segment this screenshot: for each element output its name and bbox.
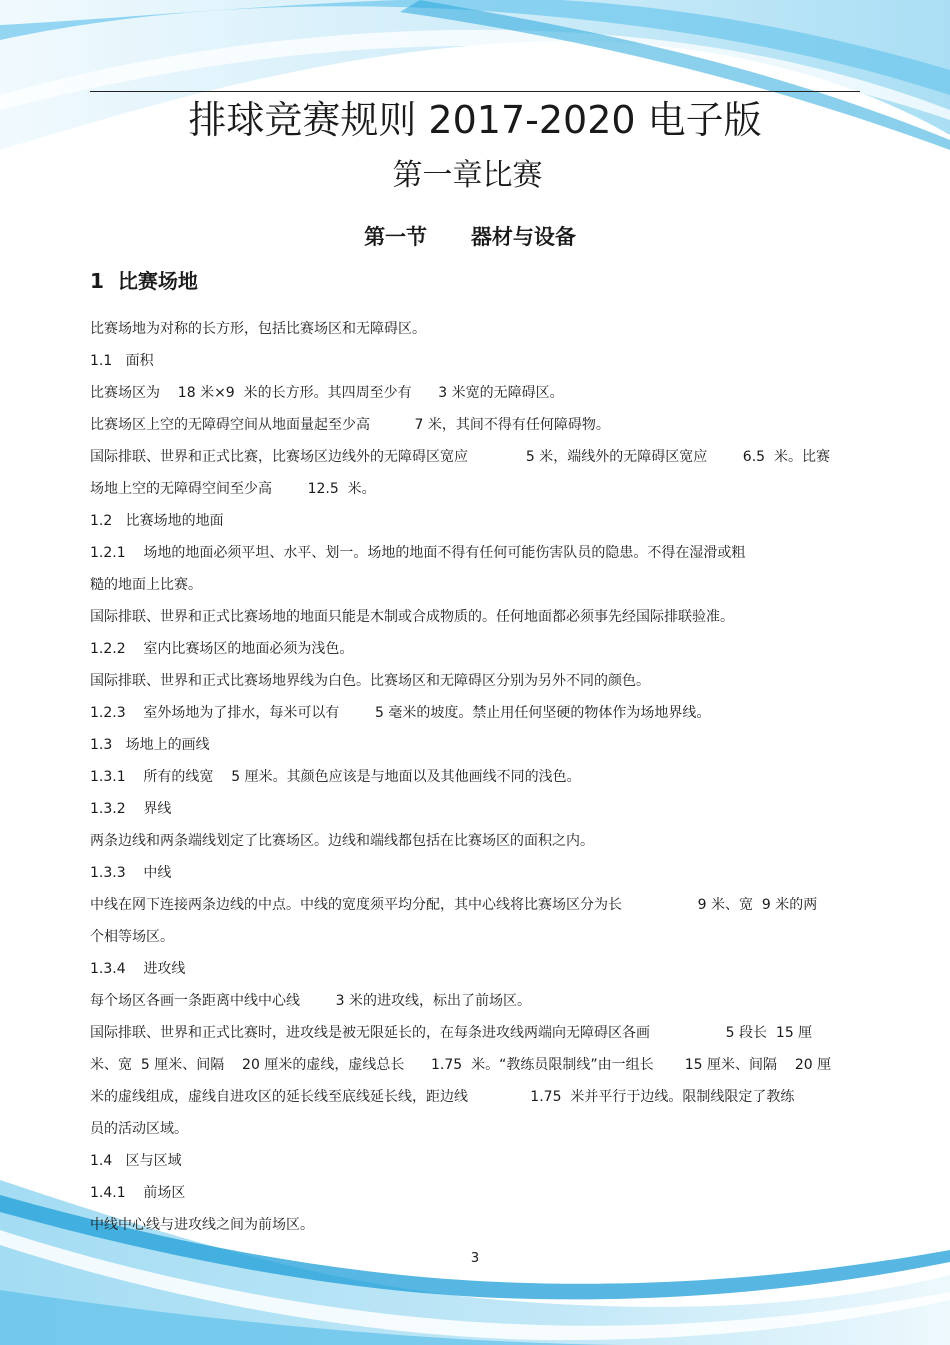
text-line: 1.4.1 前场区 [90,1185,186,1201]
text-line: 1.3.2 界线 [90,801,172,817]
text-line: 1.3.1 所有的线宽 5 厘米。其颜色应该是与地面以及其他画线不同的浅色。 [90,769,581,785]
text-line: 1.3.3 中线 [90,865,172,881]
text-line: 员的活动区域。 [90,1121,188,1137]
text-line: 米的虚线组成，虚线自进攻区的延长线至底线延长线，距边线 1.75 米并平行于边线。限制线限定了教练 [90,1089,795,1105]
text-line: 比赛场区上空的无障碍空间从地面量起至少高 7 米，其间不得有任何障碍物。 [90,417,610,433]
page-number: 3 [470,1251,480,1266]
text-line: 中线中心线与进攻线之间为前场区。 [90,1217,314,1233]
text-line: 比赛场地为对称的长方形，包括比赛场区和无障碍区。 [90,321,426,337]
chapter-title: 第一章比赛 [392,158,543,193]
text-line: 两条边线和两条端线划定了比赛场区。边线和端线都包括在比赛场区的面积之内。 [90,833,594,849]
text-line: 个相等场区。 [90,929,174,945]
text-line: 比赛场区为 18 米×9 米的长方形。其四周至少有 3 米宽的无障碍区。 [90,385,564,401]
text-line: 1.4 区与区域 [90,1153,182,1169]
text-line: 中线在网下连接两条边线的中点。中线的宽度须平均分配，其中心线将比赛场区分为长 9 米、宽 9 米的两 [90,897,818,913]
text-line: 糙的地面上比赛。 [90,577,202,593]
text-line: 1.3.4 进攻线 [90,961,186,977]
text-line: 1.2.1 场地的地面必须平坦、水平、划一。场地的地面不得有任何可能伤害队员的隐患。不得在湿滑或粗 [90,545,746,561]
section-title: 第一节 器材与设备 [364,225,576,249]
text-line: 国际排联、世界和正式比赛场地的地面只能是木制或合成物质的。任何地面都必须事先经国际排联验准。 [90,609,734,625]
text-line: 1.1 面积 [90,353,154,369]
heading-court: 1 比赛场地 [90,269,198,293]
text-line: 国际排联、世界和正式比赛场地界线为白色。比赛场区和无障碍区分别为另外不同的颜色。 [90,673,650,689]
text-line: 1.2.3 室外场地为了排水，每米可以有 5 毫米的坡度。禁止用任何坚硬的物体作为场地界线。 [90,705,711,721]
text-line: 国际排联、世界和正式比赛时，进攻线是被无限延长的，在每条进攻线两端向无障碍区各画 5 段长 15 厘 [90,1025,813,1041]
text-line: 每个场区各画一条距离中线中心线 3 米的进攻线，标出了前场区。 [90,993,531,1009]
text-line: 场地上空的无障碍空间至少高 12.5 米。 [90,481,376,497]
body-text [90,313,862,1241]
text-line: 1.3 场地上的画线 [90,737,210,753]
header-rule [90,91,860,92]
text-line: 1.2 比赛场地的地面 [90,513,224,529]
text-line: 1.2.2 室内比赛场区的地面必须为浅色。 [90,641,354,657]
document-title: 排球竞赛规则 2017-2020 电子版 [188,98,762,142]
text-line: 国际排联、世界和正式比赛，比赛场区边线外的无障碍区宽应 5 米，端线外的无障碍区宽应 6.5 米。比赛 [90,449,830,465]
text-line: 米、宽 5 厘米、间隔 20 厘米的虚线，虚线总长 1.75 米。“教练员限制线”由一组长 15 厘米、间隔 20 厘 [90,1057,832,1073]
